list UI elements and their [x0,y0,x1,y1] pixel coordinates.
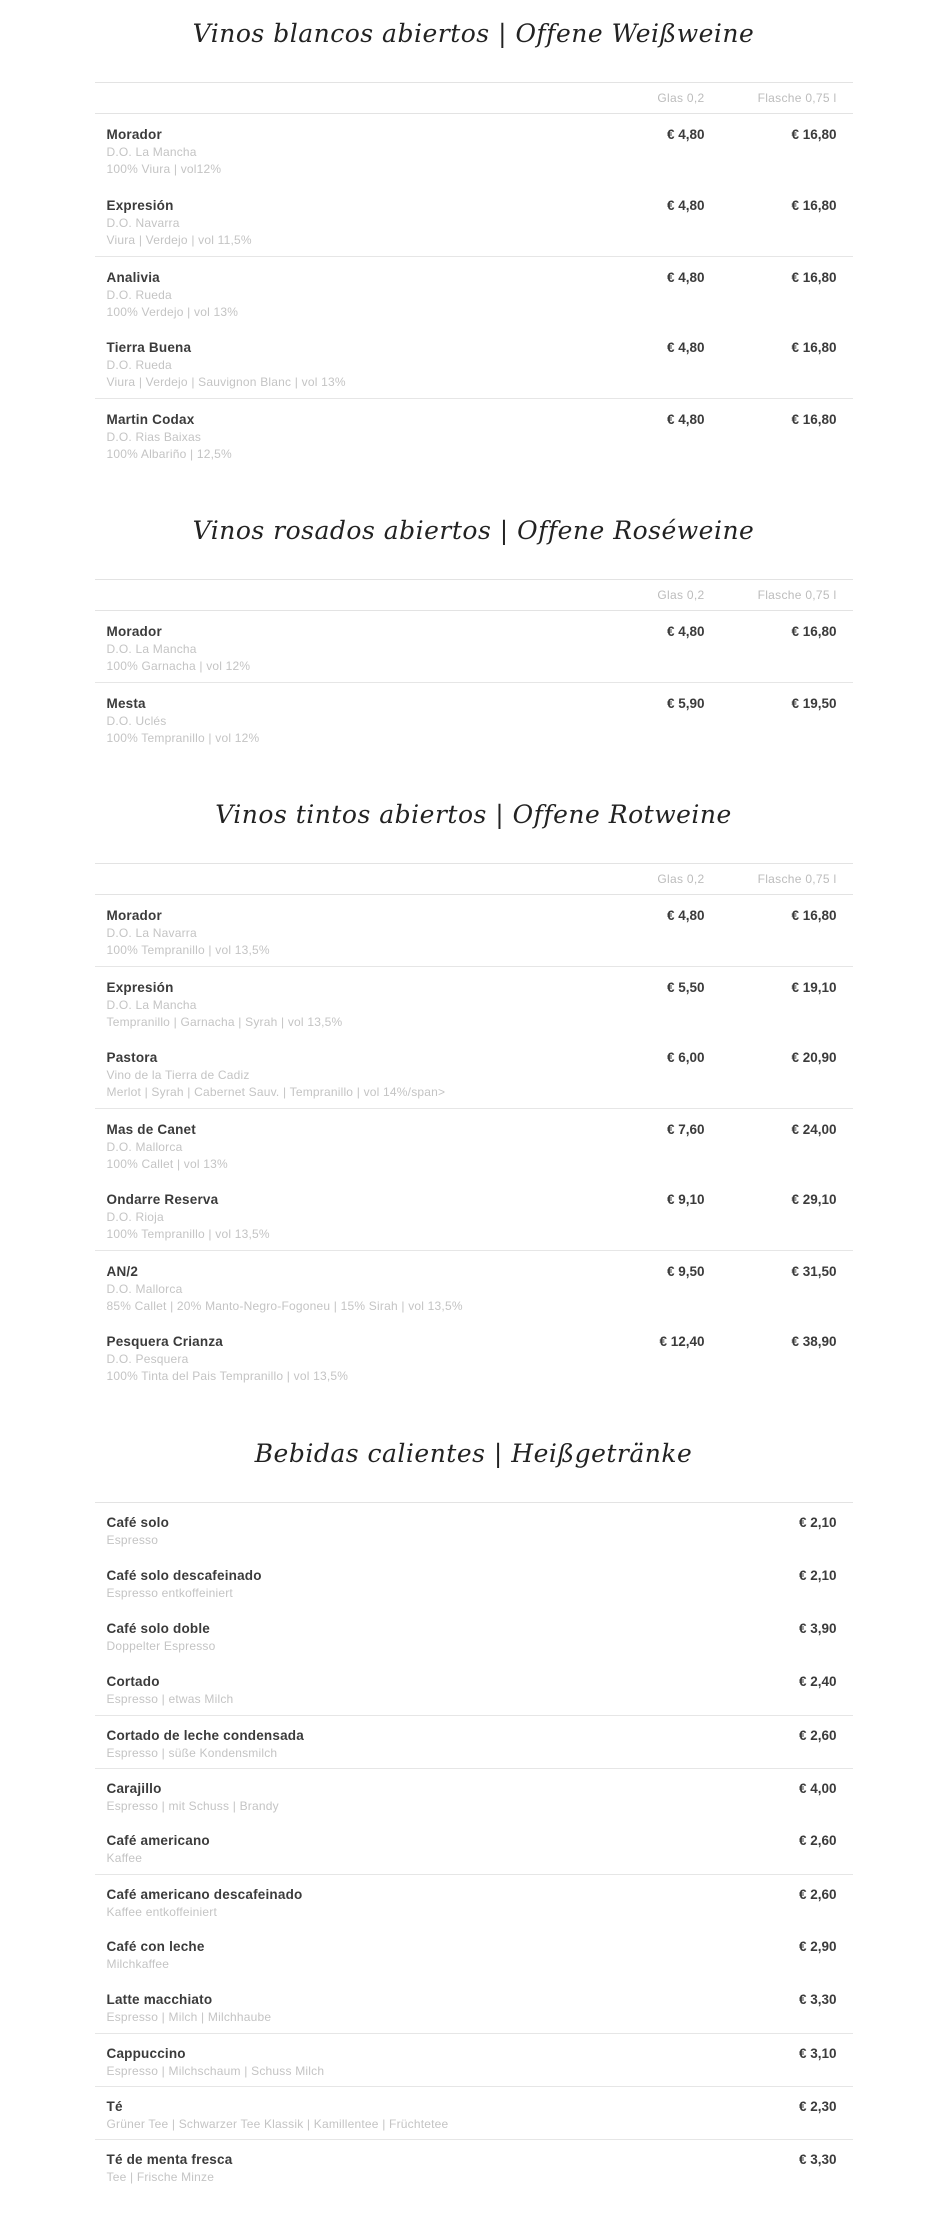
item-info [107,126,595,178]
item-info [107,1514,705,1549]
glas-price: € 4,80 [666,624,705,639]
menu-item-row [95,327,853,398]
item-name: Café solo [106,1515,170,1530]
item-info [107,1567,705,1602]
menu-item-row [95,2139,853,2192]
item-name: Mesta [106,696,146,711]
glas-column-label: Glas 0,2 [657,588,705,602]
item-description: Espresso [106,1533,159,1547]
item-description: Espresso | süße Kondensmilch [106,1746,278,1760]
item-name: Café americano descafeinado [106,1887,303,1902]
glas-price: € 6,00 [666,1050,705,1065]
item-name: Morador [106,908,162,923]
item-region: D.O. La Mancha [106,145,197,159]
item-price: € 3,90 [798,1621,837,1636]
menu-rows [95,1502,853,2192]
price-column-headers [95,579,853,611]
item-name: Pesquera Crianza [106,1334,223,1349]
menu-item-row [95,1768,853,1821]
item-region: D.O. Uclés [106,714,167,728]
item-description: Espresso | Milchschaum | Schuss Milch [106,2064,325,2078]
menu-item-row [95,1503,853,1556]
menu-item-row [95,2033,853,2086]
item-price: € 3,30 [798,2152,837,2167]
item-info [107,907,595,959]
item-price: € 2,90 [798,1939,837,1954]
item-composition: 100% Verdejo | vol 13% [106,305,239,319]
item-info [107,2151,705,2186]
menu-item-row [95,256,853,327]
item-price: € 4,00 [798,1781,837,1796]
flasche-price: € 29,10 [791,1192,837,1207]
item-info [107,1263,595,1315]
item-info [107,1886,705,1921]
item-info [107,339,595,391]
menu-item-row [95,1108,853,1179]
item-info [107,1727,705,1762]
glas-price: € 4,80 [666,412,705,427]
item-region: D.O. Rueda [106,358,172,372]
price-column-headers [95,863,853,895]
section-title: Vinos blancos abiertos | Offene Weißweine [192,19,755,48]
item-info [107,695,595,747]
item-region: D.O. La Mancha [106,642,197,656]
item-price: € 2,30 [798,2099,837,2114]
item-info [107,2045,705,2080]
glas-column-label: Glas 0,2 [657,872,705,886]
glas-price: € 4,80 [666,198,705,213]
section-title: Vinos rosados abiertos | Offene Roséweine [192,516,755,545]
item-description: Kaffee entkoffeiniert [106,1905,218,1919]
item-name: Cortado de leche condensada [106,1728,304,1743]
item-region: D.O. La Navarra [106,926,197,940]
item-region: D.O. Navarra [106,216,180,230]
item-description: Espresso | Milch | Milchhaube [106,2010,272,2024]
item-name: Tierra Buena [106,340,192,355]
item-info [107,2098,705,2133]
item-info [107,979,595,1031]
item-name: Expresión [106,980,174,995]
item-composition: 85% Callet | 20% Manto-Negro-Fogoneu | 15% Sirah | vol 13,5% [106,1299,463,1313]
flasche-price: € 16,80 [791,198,837,213]
flasche-price: € 19,10 [791,980,837,995]
flasche-column-label: Flasche 0,75 l [757,872,837,886]
section-title: Bebidas calientes | Heißgetränke [254,1439,693,1468]
menu-item-row [95,1980,853,2033]
item-info [107,1780,705,1815]
menu-rows [95,895,853,1392]
section-title: Vinos tintos abiertos | Offene Rotweine [215,800,732,829]
menu-item-row [95,611,853,682]
item-composition: 100% Tinta del Pais Tempranillo | vol 13,5% [106,1369,349,1383]
item-composition: 100% Callet | vol 13% [106,1157,228,1171]
item-name: Café con leche [106,1939,205,1954]
item-name: Latte macchiato [106,1992,213,2007]
item-composition: Viura | Verdejo | Sauvignon Blanc | vol 13% [106,375,346,389]
item-description: Espresso | mit Schuss | Brandy [106,1799,279,1813]
flasche-price: € 16,80 [791,340,837,355]
menu-item-row [95,1321,853,1392]
item-name: Té [106,2099,123,2114]
item-info [107,1991,705,2026]
flasche-price: € 38,90 [791,1334,837,1349]
item-info [107,197,595,249]
item-info [107,1121,595,1173]
item-price: € 3,10 [798,2046,837,2061]
item-region: D.O. La Mancha [106,998,197,1012]
item-info [107,1620,705,1655]
item-info [107,1832,705,1867]
item-region: D.O. Rueda [106,288,172,302]
item-price: € 3,30 [798,1992,837,2007]
item-name: Morador [106,127,162,142]
item-name: Morador [106,624,162,639]
item-region: D.O. Rioja [106,1210,164,1224]
menu-item-row [95,1821,853,1874]
menu-sections [95,16,853,2192]
item-name: Martin Codax [106,412,195,427]
menu-item-row [95,1179,853,1250]
glas-price: € 5,90 [666,696,705,711]
item-name: Té de menta fresca [106,2152,233,2167]
menu-item-row [95,1715,853,1768]
item-info [107,1938,705,1973]
item-name: Expresión [106,198,174,213]
menu-item-row [95,1927,853,1980]
menu-item-row [95,114,853,185]
item-price: € 2,60 [798,1833,837,1848]
menu-rows [95,611,853,753]
flasche-column-label: Flasche 0,75 l [757,91,837,105]
item-composition: Tempranillo | Garnacha | Syrah | vol 13,5% [106,1015,343,1029]
menu-rows [95,114,853,469]
item-composition: 100% Tempranillo | vol 13,5% [106,943,270,957]
glas-price: € 4,80 [666,270,705,285]
item-composition: 100% Viura | vol12% [106,162,222,176]
item-info [107,411,595,463]
item-region: D.O. Pesquera [106,1352,189,1366]
flasche-column-label: Flasche 0,75 l [757,588,837,602]
item-name: AN/2 [106,1264,139,1279]
item-info [107,1049,595,1101]
item-composition: Viura | Verdejo | vol 11,5% [106,233,252,247]
item-name: Café solo doble [106,1621,211,1636]
menu-item-row [95,895,853,966]
menu-item-row [95,1874,853,1927]
glas-price: € 4,80 [666,340,705,355]
price-column-headers [95,82,853,114]
menu-section [95,513,853,753]
item-name: Analivia [106,270,160,285]
item-description: Espresso entkoffeiniert [106,1586,233,1600]
item-price: € 2,60 [798,1728,837,1743]
item-price: € 2,60 [798,1887,837,1902]
item-description: Kaffee [106,1851,143,1865]
item-region: D.O. Mallorca [106,1282,183,1296]
menu-section [95,16,853,469]
item-name: Pastora [106,1050,158,1065]
menu-item-row [95,1037,853,1108]
item-composition: 100% Albariño | 12,5% [106,447,232,461]
item-region: D.O. Mallorca [106,1140,183,1154]
item-name: Cappuccino [106,2046,186,2061]
menu-item-row [95,1250,853,1321]
item-name: Mas de Canet [106,1122,196,1137]
item-name: Cortado [106,1674,160,1689]
glas-column-label: Glas 0,2 [657,91,705,105]
item-name: Café americano [106,1833,210,1848]
flasche-price: € 16,80 [791,412,837,427]
item-price: € 2,40 [798,1674,837,1689]
item-info [107,1191,595,1243]
menu-section [95,797,853,1392]
menu-page [95,0,853,2204]
menu-item-row [95,1662,853,1715]
flasche-price: € 31,50 [791,1264,837,1279]
glas-price: € 5,50 [666,980,705,995]
item-description: Doppelter Espresso [106,1639,216,1653]
flasche-price: € 19,50 [791,696,837,711]
item-name: Ondarre Reserva [106,1192,219,1207]
flasche-price: € 24,00 [791,1122,837,1137]
item-info [107,1673,705,1708]
item-composition: Merlot | Syrah | Cabernet Sauv. | Tempranillo | vol 14%/span> [106,1085,446,1099]
item-price: € 2,10 [798,1515,837,1530]
menu-item-row [95,1609,853,1662]
flasche-price: € 16,80 [791,127,837,142]
item-description: Milchkaffee [106,1957,170,1971]
item-description: Tee | Frische Minze [106,2170,215,2184]
item-region: Vino de la Tierra de Cadiz [106,1068,250,1082]
glas-price: € 4,80 [666,908,705,923]
item-info [107,1333,595,1385]
glas-price: € 9,50 [666,1264,705,1279]
menu-item-row [95,966,853,1037]
flasche-price: € 16,80 [791,270,837,285]
glas-price: € 9,10 [666,1192,705,1207]
item-name: Carajillo [106,1781,162,1796]
flasche-price: € 16,80 [791,908,837,923]
flasche-price: € 16,80 [791,624,837,639]
item-composition: 100% Garnacha | vol 12% [106,659,251,673]
item-info [107,269,595,321]
item-name: Café solo descafeinado [106,1568,262,1583]
item-region: D.O. Rias Baixas [106,430,202,444]
menu-section [95,1436,853,2192]
item-composition: 100% Tempranillo | vol 12% [106,731,260,745]
item-description: Grüner Tee | Schwarzer Tee Klassik | Kamillentee | Früchtetee [106,2117,449,2131]
menu-item-row [95,1556,853,1609]
item-info [107,623,595,675]
item-description: Espresso | etwas Milch [106,1692,234,1706]
glas-price: € 7,60 [666,1122,705,1137]
menu-item-row [95,682,853,753]
item-composition: 100% Tempranillo | vol 13,5% [106,1227,270,1241]
menu-item-row [95,2086,853,2139]
menu-item-row [95,398,853,469]
flasche-price: € 20,90 [791,1050,837,1065]
glas-price: € 4,80 [666,127,705,142]
glas-price: € 12,40 [659,1334,705,1349]
item-price: € 2,10 [798,1568,837,1583]
menu-item-row [95,185,853,256]
